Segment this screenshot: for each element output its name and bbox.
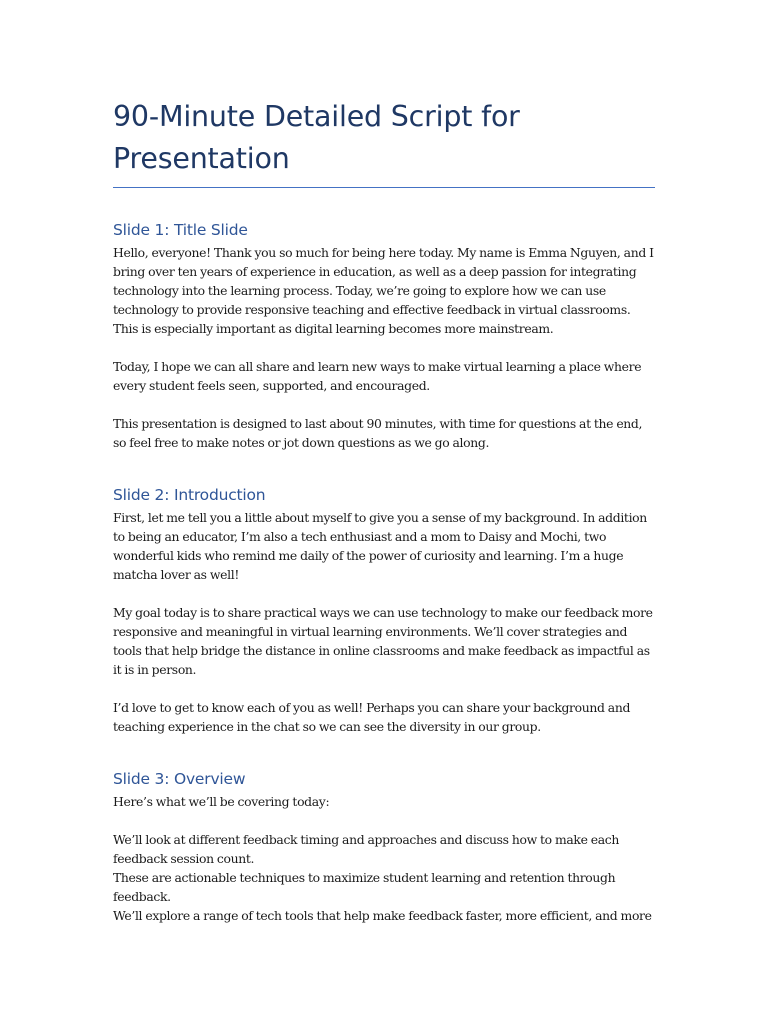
paragraph: I’d love to get to know each of you as well! Perhaps you can share your background and teaching experience in the chat so we can see the diversity in our group. bbox=[113, 700, 631, 734]
paragraph: First, let me tell you a little about myself to give you a sense of my background. In addition to being an educator, I’m also a tech enthusiast and a mom to Daisy and Mochi, two wonderful kids who remind me daily of the power of curiosity and learning. I’m a huge matcha lover as well! bbox=[113, 510, 647, 582]
section-heading-slide-2: Slide 2: Introduction bbox=[113, 486, 266, 504]
paragraph: We’ll explore a range of tech tools that help make feedback faster, more efficient, and more bbox=[113, 908, 652, 923]
document-title: 90-Minute Detailed Script for Presentation bbox=[113, 96, 655, 188]
paragraph: These are actionable techniques to maximize student learning and retention through feedback. bbox=[113, 870, 616, 904]
paragraph: My goal today is to share practical ways we can use technology to make our feedback more responsive and meaningful in virtual learning environments. We’ll cover strategies and tools that help bridge the distance in online classrooms and make feedback as impactful as it is in person. bbox=[113, 605, 653, 677]
paragraph: Here’s what we’ll be covering today: bbox=[113, 794, 330, 809]
paragraph: This presentation is designed to last about 90 minutes, with time for questions at the end, so feel free to make notes or jot down questions as we go along. bbox=[113, 416, 643, 450]
document-page bbox=[113, 96, 655, 925]
section-heading-slide-3: Slide 3: Overview bbox=[113, 770, 246, 788]
paragraph: We’ll look at different feedback timing and approaches and discuss how to make each feedback session count. bbox=[113, 832, 619, 866]
paragraph: Hello, everyone! Thank you so much for being here today. My name is Emma Nguyen, and I bring over ten years of experience in education, as well as a deep passion for integrating technology into the learning process. Today, we’re going to explore how we can use technology to provide responsive teaching and effective feedback in virtual classrooms. This is especially important as digital learning becomes more mainstream. bbox=[113, 245, 654, 336]
paragraph: Today, I hope we can all share and learn new ways to make virtual learning a place where every student feels seen, supported, and encouraged. bbox=[113, 359, 642, 393]
section-heading-slide-1: Slide 1: Title Slide bbox=[113, 221, 248, 239]
